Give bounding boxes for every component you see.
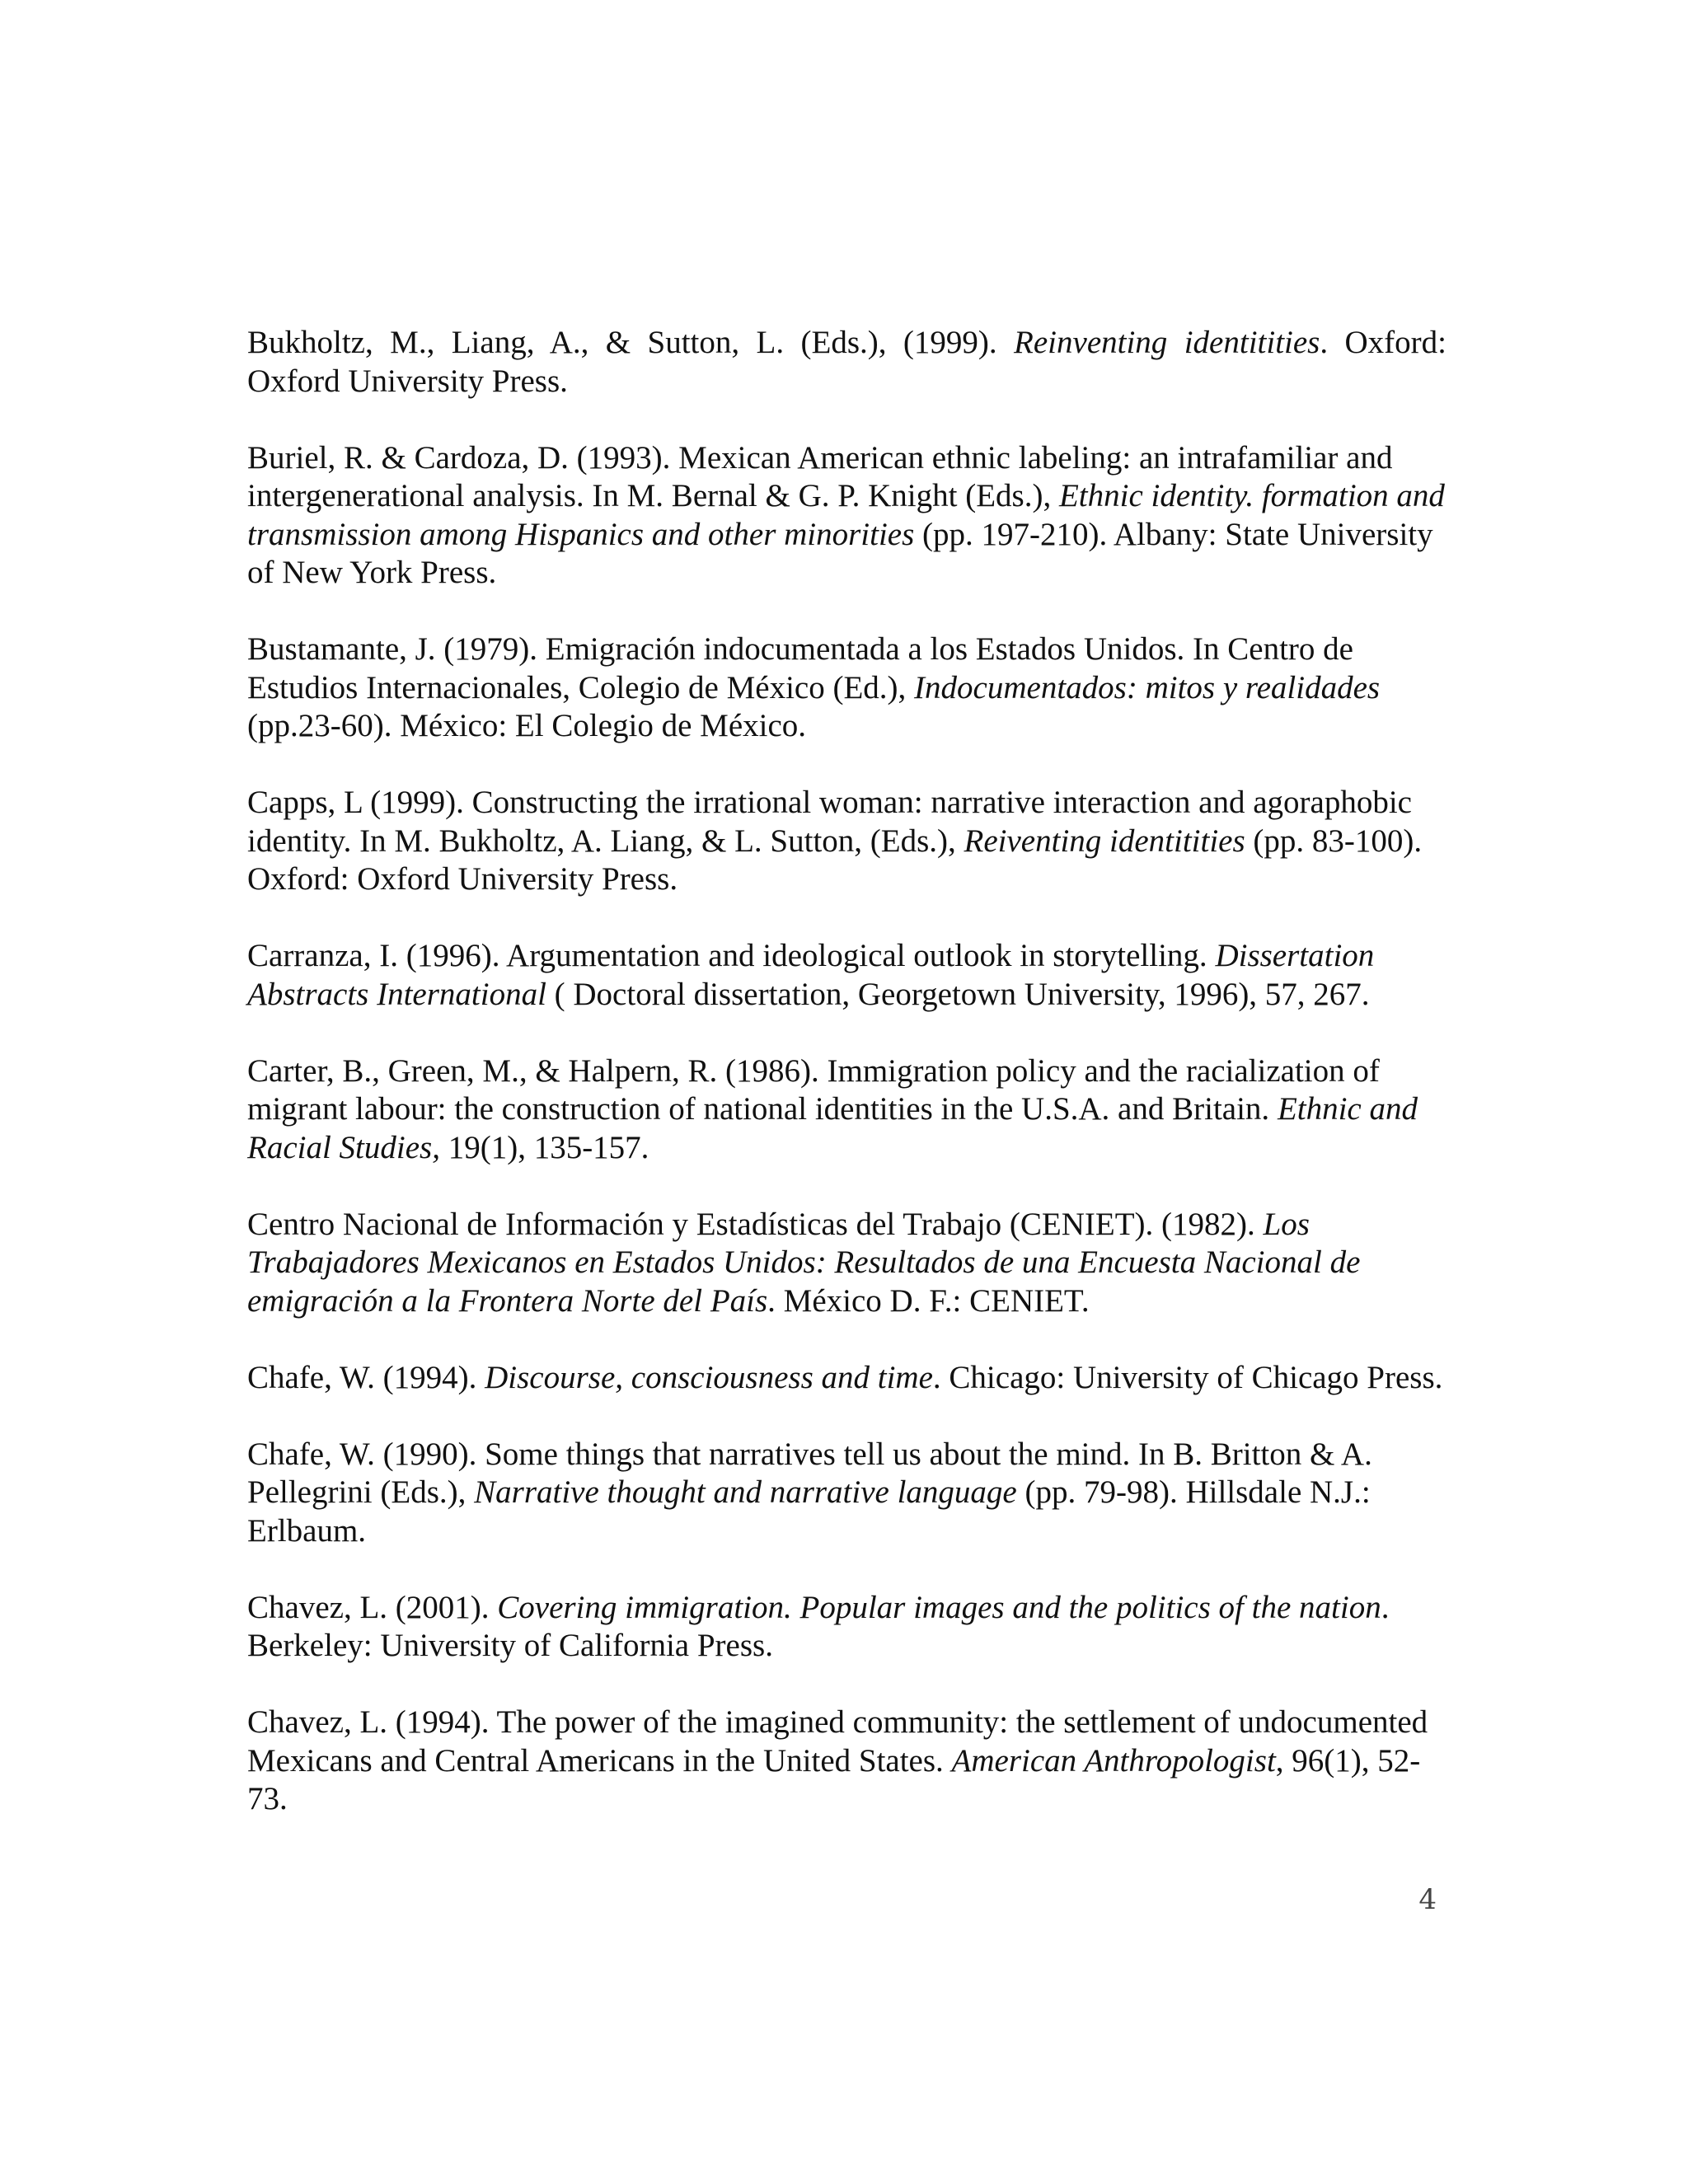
reference-text: Bustamante, J. (1979). Emigración indocumentada a los Estados Unidos. In Centro de Estudios Internacionales, Colegio de México (Ed.), bbox=[247, 631, 1353, 705]
reference-entry bbox=[247, 1359, 1447, 1398]
reference-text: Chavez, L. (1994). The power of the imagined community: the settlement of undocumented Mexicans and Central Americans in the United States. bbox=[247, 1704, 1428, 1779]
reference-title-italic: Dissertation Abstracts International bbox=[247, 938, 1375, 1012]
reference-title-italic: Los Trabajadores Mexicanos en Estados Unidos: Resultados de una Encuesta Nacional de emigración a la Frontera Norte del País bbox=[247, 1206, 1361, 1319]
reference-text: Chafe, W. (1994). bbox=[247, 1359, 485, 1395]
reference-text: 19(1), 135-157. bbox=[439, 1129, 649, 1165]
reference-text: (pp.23-60). México: El Colegio de México. bbox=[247, 708, 807, 743]
reference-text: Carranza, I. (1996). Argumentation and ideological outlook in storytelling. bbox=[247, 938, 1216, 973]
page-number: 4 bbox=[1418, 1883, 1437, 1916]
reference-text: Chafe, W. (1990). Some things that narratives tell us about the mind. In B. Britton & A. Pellegrini (Eds.), bbox=[247, 1436, 1372, 1510]
reference-text: Capps, L (1999). Constructing the irrational woman: narrative interaction and agoraphobic identity. In M. Bukholtz, A. Liang, & L. Sutton, (Eds.), bbox=[247, 785, 1412, 859]
reference-title-italic: Reiventing identitities bbox=[964, 823, 1245, 859]
reference-entry bbox=[247, 1436, 1447, 1551]
reference-title-italic: Covering immigration. Popular images and the politics of the nation bbox=[497, 1589, 1381, 1625]
reference-title-italic: American Anthropologist bbox=[951, 1742, 1276, 1779]
reference-text: Chavez, L. (2001). bbox=[247, 1589, 498, 1625]
reference-text: (pp. 79-98). Hillsdale N.J.: Erlbaum. bbox=[247, 1474, 1371, 1549]
reference-text: (pp. 197-210). Albany: State University of New York Press. bbox=[247, 516, 1433, 590]
reference-entry bbox=[247, 324, 1447, 401]
reference-entry bbox=[247, 1206, 1447, 1321]
reference-title-italic: Indocumentados: mitos y realidades bbox=[914, 669, 1381, 705]
reference-text: . Chicago: University of Chicago Press. bbox=[932, 1359, 1443, 1395]
reference-entry bbox=[247, 784, 1447, 899]
reference-text: , 96(1), 52-73. bbox=[247, 1742, 1421, 1816]
reference-title-italic: Reinventing identitities bbox=[1014, 325, 1320, 360]
reference-text: . Berkeley: University of California Press. bbox=[247, 1589, 1390, 1663]
reference-entry bbox=[247, 630, 1447, 746]
reference-entry bbox=[247, 1589, 1447, 1666]
reference-title-italic: Ethnic and Racial Studies, bbox=[247, 1091, 1418, 1165]
reference-entry bbox=[247, 937, 1447, 1014]
reference-text: . Oxford: Oxford University Press. bbox=[247, 325, 1447, 399]
reference-text: Carter, B., Green, M., & Halpern, R. (1986). Immigration policy and the racialization of migrant labour: the construction of national identities in the U.S.A. and Britain. bbox=[247, 1052, 1380, 1127]
reference-text: ( Doctoral dissertation, Georgetown University, 1996), 57, 267. bbox=[546, 976, 1370, 1012]
reference-entry bbox=[247, 439, 1447, 593]
reference-title-italic: Discourse, consciousness and time bbox=[485, 1359, 933, 1395]
reference-entry bbox=[247, 1704, 1447, 1819]
reference-title-italic: Narrative thought and narrative language bbox=[474, 1474, 1017, 1510]
reference-text: (pp. 83-100). Oxford: Oxford University Press. bbox=[247, 823, 1423, 897]
reference-text: Centro Nacional de Información y Estadísticas del Trabajo (CENIET). (1982). bbox=[247, 1206, 1264, 1242]
reference-title-italic: Ethnic identity. formation and transmission among Hispanics and other minorities bbox=[247, 478, 1445, 552]
reference-entry bbox=[247, 1052, 1447, 1168]
reference-text: Buriel, R. & Cardoza, D. (1993). Mexican American ethnic labeling: an intrafamiliar and intergenerational analysis. In M. Bernal & G. P. Knight (Eds.), bbox=[247, 439, 1393, 513]
reference-text: Bukholtz, M., Liang, A., & Sutton, L. (Eds.), (1999). bbox=[247, 325, 1015, 360]
reference-text: . México D. F.: CENIET. bbox=[767, 1282, 1090, 1319]
reference-list bbox=[247, 324, 1447, 1857]
